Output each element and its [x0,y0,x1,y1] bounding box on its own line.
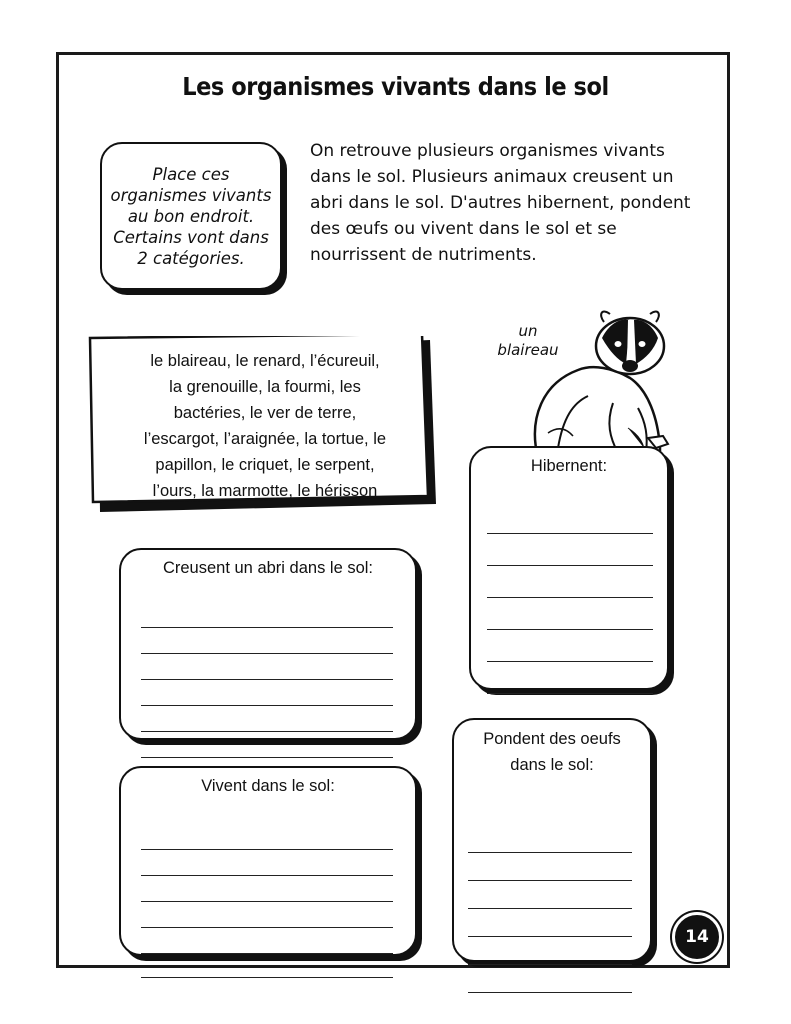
writing-line[interactable] [468,936,632,937]
writing-line[interactable] [141,757,393,758]
word-bank-line: bactéries, le ver de terre, [173,404,357,422]
writing-line[interactable] [141,849,393,850]
writing-line[interactable] [468,964,632,965]
creusent-title: Creusent un abri dans le sol: [162,559,374,577]
writing-line[interactable] [141,977,393,978]
vivent-title: Vivent dans le sol: [201,777,335,795]
writing-line[interactable] [468,992,632,993]
instruction-text: Place ces organismes vivants au bon endroit. Certains vont dans 2 catégories. [110,164,272,268]
page-number-badge [672,912,722,962]
writing-line[interactable] [468,908,632,909]
badger-illustration [518,308,678,458]
pondent-title-line: dans le sol: [510,756,594,774]
badger-caption-line: blaireau [497,341,559,359]
hibernent-box [469,446,669,690]
page-title: Les organismes vivants dans le sol [182,72,609,101]
intro-paragraph: On retrouve plusieurs organismes vivants dans le sol. Plusieurs animaux creusent un abri dans le sol. D'autres hibernent, pondent des œufs ou vivent dans le sol et se nourrissent de nutriments. [310,141,691,265]
word-bank-line: la grenouille, la fourmi, les [169,378,361,396]
writing-line[interactable] [141,953,393,954]
page-number: 14 [685,927,709,947]
word-bank-line: le blaireau, le renard, l’écureuil, [150,352,380,370]
hibernent-title: Hibernent: [530,457,608,475]
pondent-title-line: Pondent des oeufs [483,730,621,748]
creusent-box [119,548,417,740]
pondent-box [452,718,652,962]
writing-line[interactable] [487,693,653,694]
writing-line[interactable] [487,597,653,598]
writing-line[interactable] [141,653,393,654]
writing-line[interactable] [141,901,393,902]
instruction-box [100,142,282,290]
writing-line[interactable] [141,627,393,628]
writing-line[interactable] [141,875,393,876]
writing-line[interactable] [468,880,632,881]
writing-line[interactable] [487,629,653,630]
writing-line[interactable] [468,852,632,853]
vivent-box [119,766,417,956]
writing-line[interactable] [141,731,393,732]
writing-line[interactable] [141,679,393,680]
writing-line[interactable] [487,533,653,534]
writing-line[interactable] [141,927,393,928]
pondent-title [454,720,650,778]
badger-caption-line: un [518,322,538,340]
word-bank-line: l’ours, la marmotte, le hérisson [152,482,378,500]
writing-line[interactable] [487,661,653,662]
word-bank-line: papillon, le criquet, le serpent, [155,456,375,474]
word-bank-line: l’escargot, l’araignée, la tortue, le [143,430,387,448]
word-bank [88,336,442,514]
writing-line[interactable] [141,705,393,706]
writing-line[interactable] [487,565,653,566]
